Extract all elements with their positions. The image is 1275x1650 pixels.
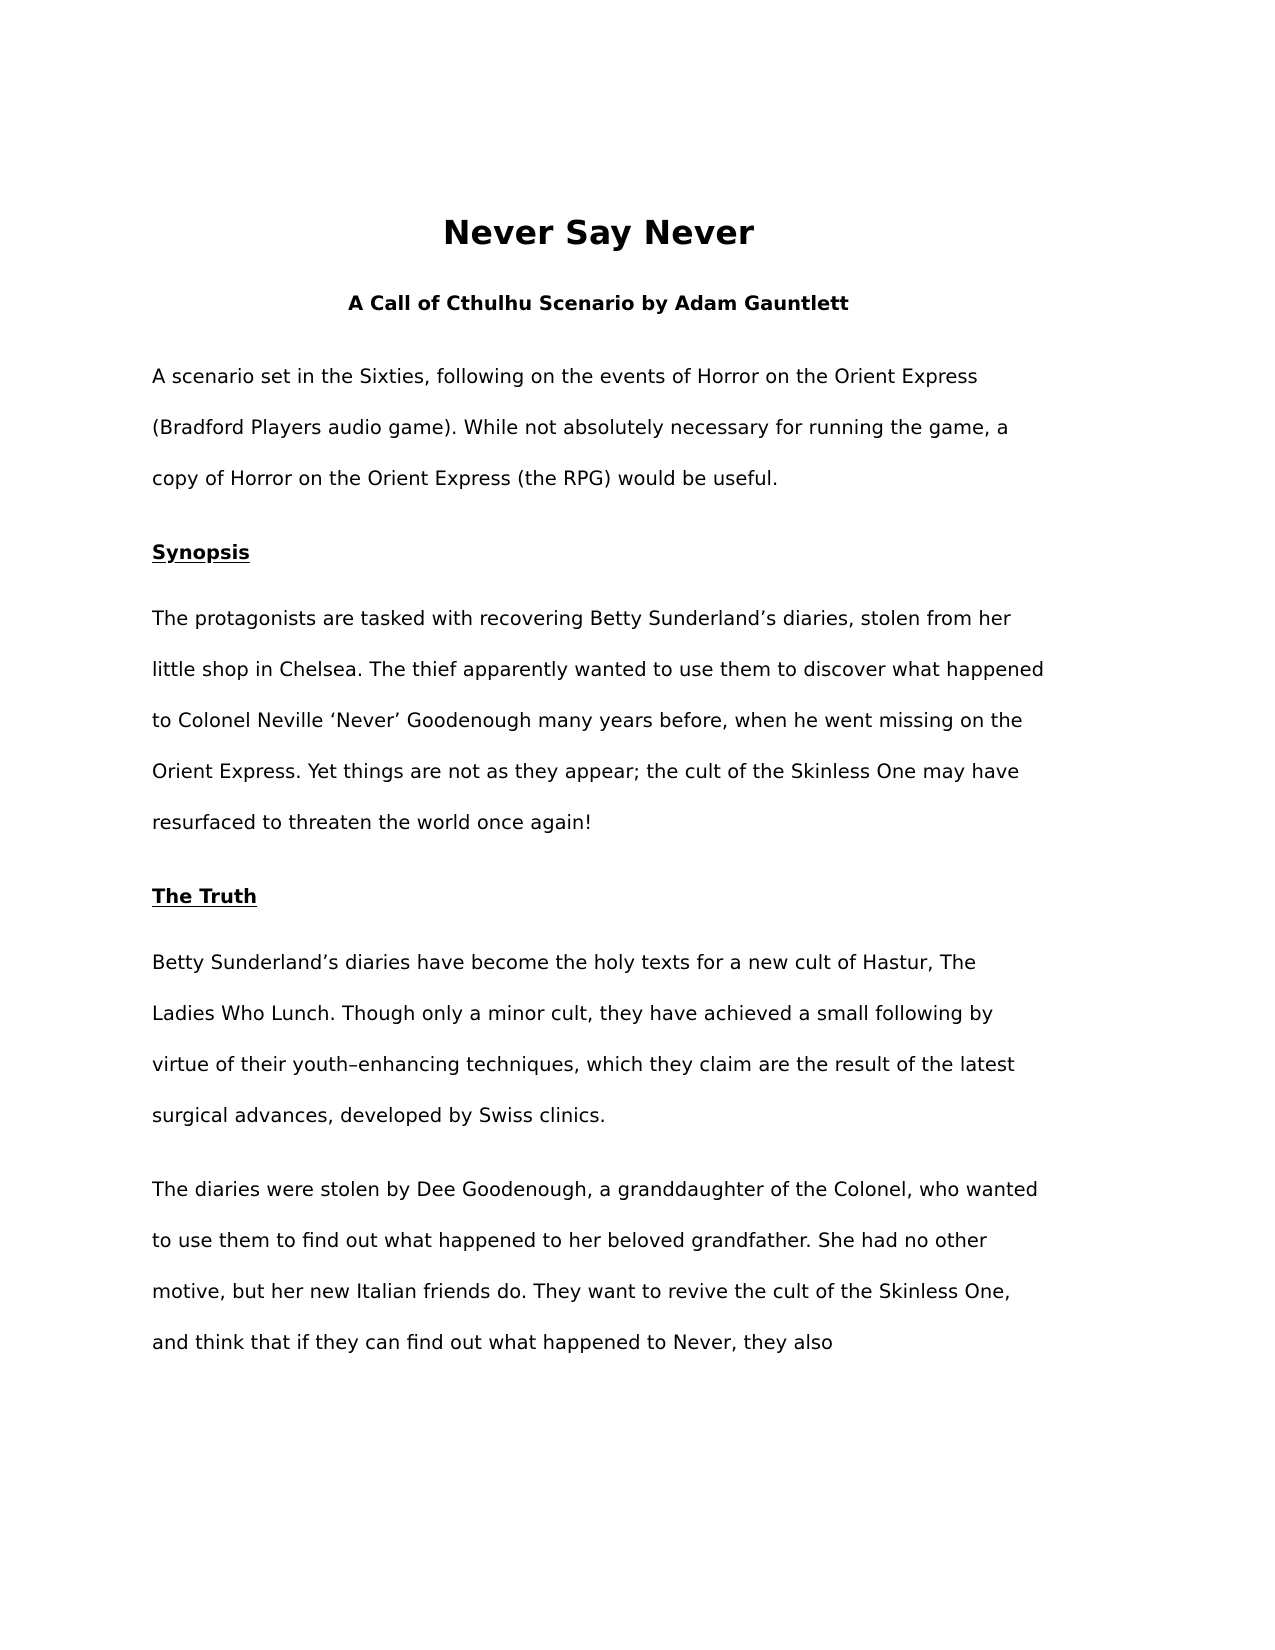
section-heading-the-truth xyxy=(152,871,1045,922)
truth-paragraph-2: The diaries were stolen by Dee Goodenough, a granddaughter of the Colonel, who wanted to use them to find out what happened to her beloved grandfather. She had no other motive, but her new Italian friends do. They want to revive the cult of the Skinless One, and think that if they can find out what happened to Never, they also xyxy=(152,1177,1038,1354)
document-body xyxy=(152,317,1045,1368)
intro-paragraph: A scenario set in the Sixties, following on the events of Horror on the Orient Express (Bradford Players audio game). While not absolutely necessary for running the game, a copy of Horror on the Orient Express (the RPG) would be useful. xyxy=(152,364,1009,490)
document-content xyxy=(152,0,1045,1385)
section-heading-synopsis-label: Synopsis xyxy=(152,540,250,564)
section-heading-synopsis xyxy=(152,527,1045,578)
truth-paragraph-1: Betty Sunderland’s diaries have become the holy texts for a new cult of Hastur, The Ladies Who Lunch. Though only a minor cult, they have achieved a small following by virtue of their youth–enhancing techniques, which they claim are the result of the latest surgical advances, developed by Swiss clinics. xyxy=(152,950,1015,1127)
section-heading-the-truth-label: The Truth xyxy=(152,884,258,908)
synopsis-paragraph: The protagonists are tasked with recovering Betty Sunderland’s diaries, stolen from her little shop in Chelsea. The thief apparently wanted to use them to discover what happened to Colonel Neville ‘Never’ Goodenough many years before, when he went missing on the Orient Express. Yet things are not as they appear; the cult of the Skinless One may have resurfaced to threaten the world once again! xyxy=(152,606,1044,834)
page-subtitle: A Call of Cthulhu Scenario by Adam Gauntlett xyxy=(348,292,849,316)
page-title: Never Say Never xyxy=(442,213,755,252)
